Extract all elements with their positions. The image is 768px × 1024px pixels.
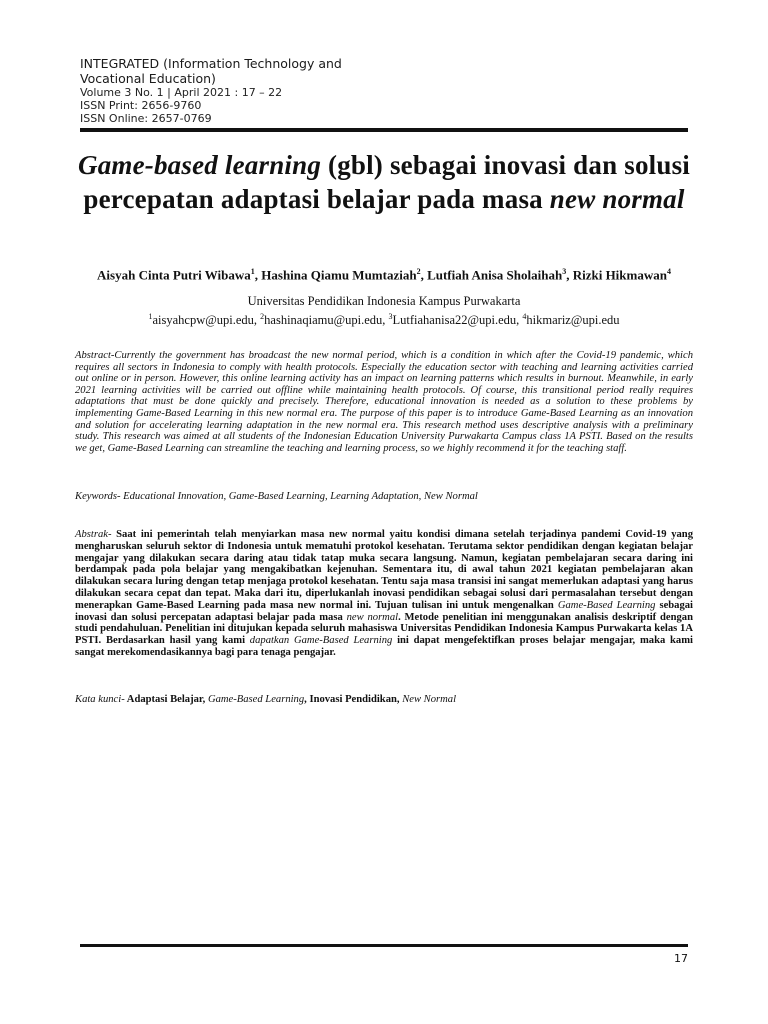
keyword: New Normal <box>402 694 457 705</box>
author-name: Aisyah Cinta Putri Wibawa <box>97 267 251 283</box>
abstract-id-italic: dapatkan Game-Based Learning <box>249 635 393 647</box>
author-list <box>90 264 678 282</box>
title-part-2: (gbl) sebagai inovasi dan solusi percepatan adaptasi belajar pada masa <box>83 150 690 214</box>
author-sep: , <box>420 267 428 283</box>
journal-header <box>80 56 380 125</box>
keyword: Adaptasi Belajar, <box>124 694 208 705</box>
author-sep: , <box>566 267 573 283</box>
footer-rule <box>80 944 688 947</box>
abstract-id-text: ini dapat mengefektifkan proses belajar mengajar, maka kami sangat merekomendasikannya bagi para tenaga pengajar. <box>75 635 693 658</box>
email-sup: 3 <box>388 312 393 321</box>
email-link[interactable]: hashinaqiamu@upi.edu <box>264 313 383 328</box>
email-sep: , <box>382 313 389 328</box>
author-sup: 1 <box>250 267 255 276</box>
email-list <box>80 310 688 327</box>
author-sep: , <box>254 267 262 283</box>
email-sup: 4 <box>522 312 527 321</box>
email-sep: , <box>253 313 261 328</box>
email-link[interactable]: aisyahcpw@upi.edu <box>152 313 254 328</box>
email-sep: , <box>516 313 523 328</box>
author-name: Rizki Hikmawan <box>572 267 667 283</box>
keywords-english: Keywords- Educational Innovation, Game-Based Learning, Learning Adaptation, New Normal <box>75 491 478 502</box>
keywords-id-lead: Kata kunci- <box>75 694 125 705</box>
header-rule <box>80 128 688 132</box>
page-number: 17 <box>674 952 688 965</box>
keyword: , Inovasi Pendidikan, <box>304 694 403 705</box>
paper-title <box>60 148 708 216</box>
title-part-3: new normal <box>549 184 685 214</box>
journal-issn-print: ISSN Print: 2656-9760 <box>80 99 202 112</box>
keywords-indonesian <box>75 694 693 706</box>
abstract-id-text: sebagai inovasi dan solusi percepatan adaptasi belajar pada masa <box>75 599 694 623</box>
abstract-id-italic: Game-Based Learning <box>557 599 656 611</box>
author-sup: 4 <box>666 267 671 276</box>
abstract-indonesian <box>75 529 693 659</box>
keyword: Game-Based Learning <box>207 694 305 705</box>
author-name: Hashina Qiamu Mumtaziah <box>261 267 417 283</box>
journal-name: INTEGRATED (Information Technology and Vocational Education) <box>80 56 342 86</box>
abstract-id-text: Saat ini pemerintah telah menyiarkan masa new normal yaitu kondisi dimana setelah terjadinya pandemi Covid-19 yang mengharuskan seluruh sektor di Indonesia untuk mematuhi protokol kesehatan. Terutama sektor pendidikan dengan kegiatan belajar mengajar yang dilakukan secara daring atau tidak tatap muka secara langsung. Namun, kegiatan pembelajaran secara daring ini berdampak pada pola belajar yang mengakibatkan kejenuhan. Sementara itu, di awal tahun 2021 kegiatan pembelajaran akan dilakukan secara luring dengan tetap menjaga protokol kesehatan. Tentu saja masa transisi ini sangat memerlukan adaptasi yang harus dilakukan secara cepat dan tepat. Maka dari itu, diperlukanlah inovasi pendidikan sebagai solusi dari permasalahan tersebut dengan menerapkan Game-Based Learning pada masa new normal ini. Tujuan tulisan ini untuk mengenalkan <box>75 529 693 611</box>
email-sup: 2 <box>260 312 265 321</box>
author-sup: 3 <box>562 267 567 276</box>
author-sup: 2 <box>416 267 421 276</box>
abstract-id-italic: new normal <box>346 611 399 623</box>
title-part-1: Game-based learning <box>78 150 322 180</box>
abstract-id-lead: Abstrak- <box>75 529 112 540</box>
email-link[interactable]: Lutfiahanisa22@upi.edu <box>392 313 517 328</box>
email-sup: 1 <box>148 312 153 321</box>
author-name: Lutfiah Anisa Sholaihah <box>427 267 563 283</box>
abstract-id-text: . Metode penelitian ini menggunakan analisis deskriptif dengan studi pendahuluan. Penelitian ini ditujukan kepada seluruh mahasiswa Universitas Pendidikan Indonesia Kampus Purwakarta kelas 1A PSTI. Berdasarkan hasil yang kami <box>75 611 693 647</box>
journal-volume: Volume 3 No. 1 | April 2021 : 17 – 22 <box>80 86 283 99</box>
abstract-english: Abstract-Currently the government has broadcast the new normal period, which is a condition in which after the Covid-19 pandemic, which requires all sectors in Indonesia to comply with health protocols. Especially the education sector with teaching and learning activities carried out online or in person. However, this online learning activity has an impact on learning patterns which results in burnout. Meanwhile, in early 2021 learning activities will be carried out offline while maintaining health protocols. Of course, this transitional period really requires adaptations that must be done quickly and precisely. Therefore, educational innovation is needed as a solution to these problems by implementing Game-Based Learning in this new normal era. The purpose of this paper is to introduce Game-Based Learning as an innovation and solution for accelerating learning adaptation in the new normal era. This research method uses descriptive analysis with a preliminary study. This research was aimed at all students of the Indonesian Education University Purwakarta Campus class 1A PSTI. Based on the results we get, Game-Based Learning can streamline the teaching and learning process, so we highly recommend it for the teaching staff. <box>75 350 693 454</box>
affiliation: Universitas Pendidikan Indonesia Kampus Purwakarta <box>247 294 521 308</box>
email-link[interactable]: hikmariz@upi.edu <box>526 313 620 328</box>
journal-issn-online: ISSN Online: 2657-0769 <box>80 112 212 125</box>
